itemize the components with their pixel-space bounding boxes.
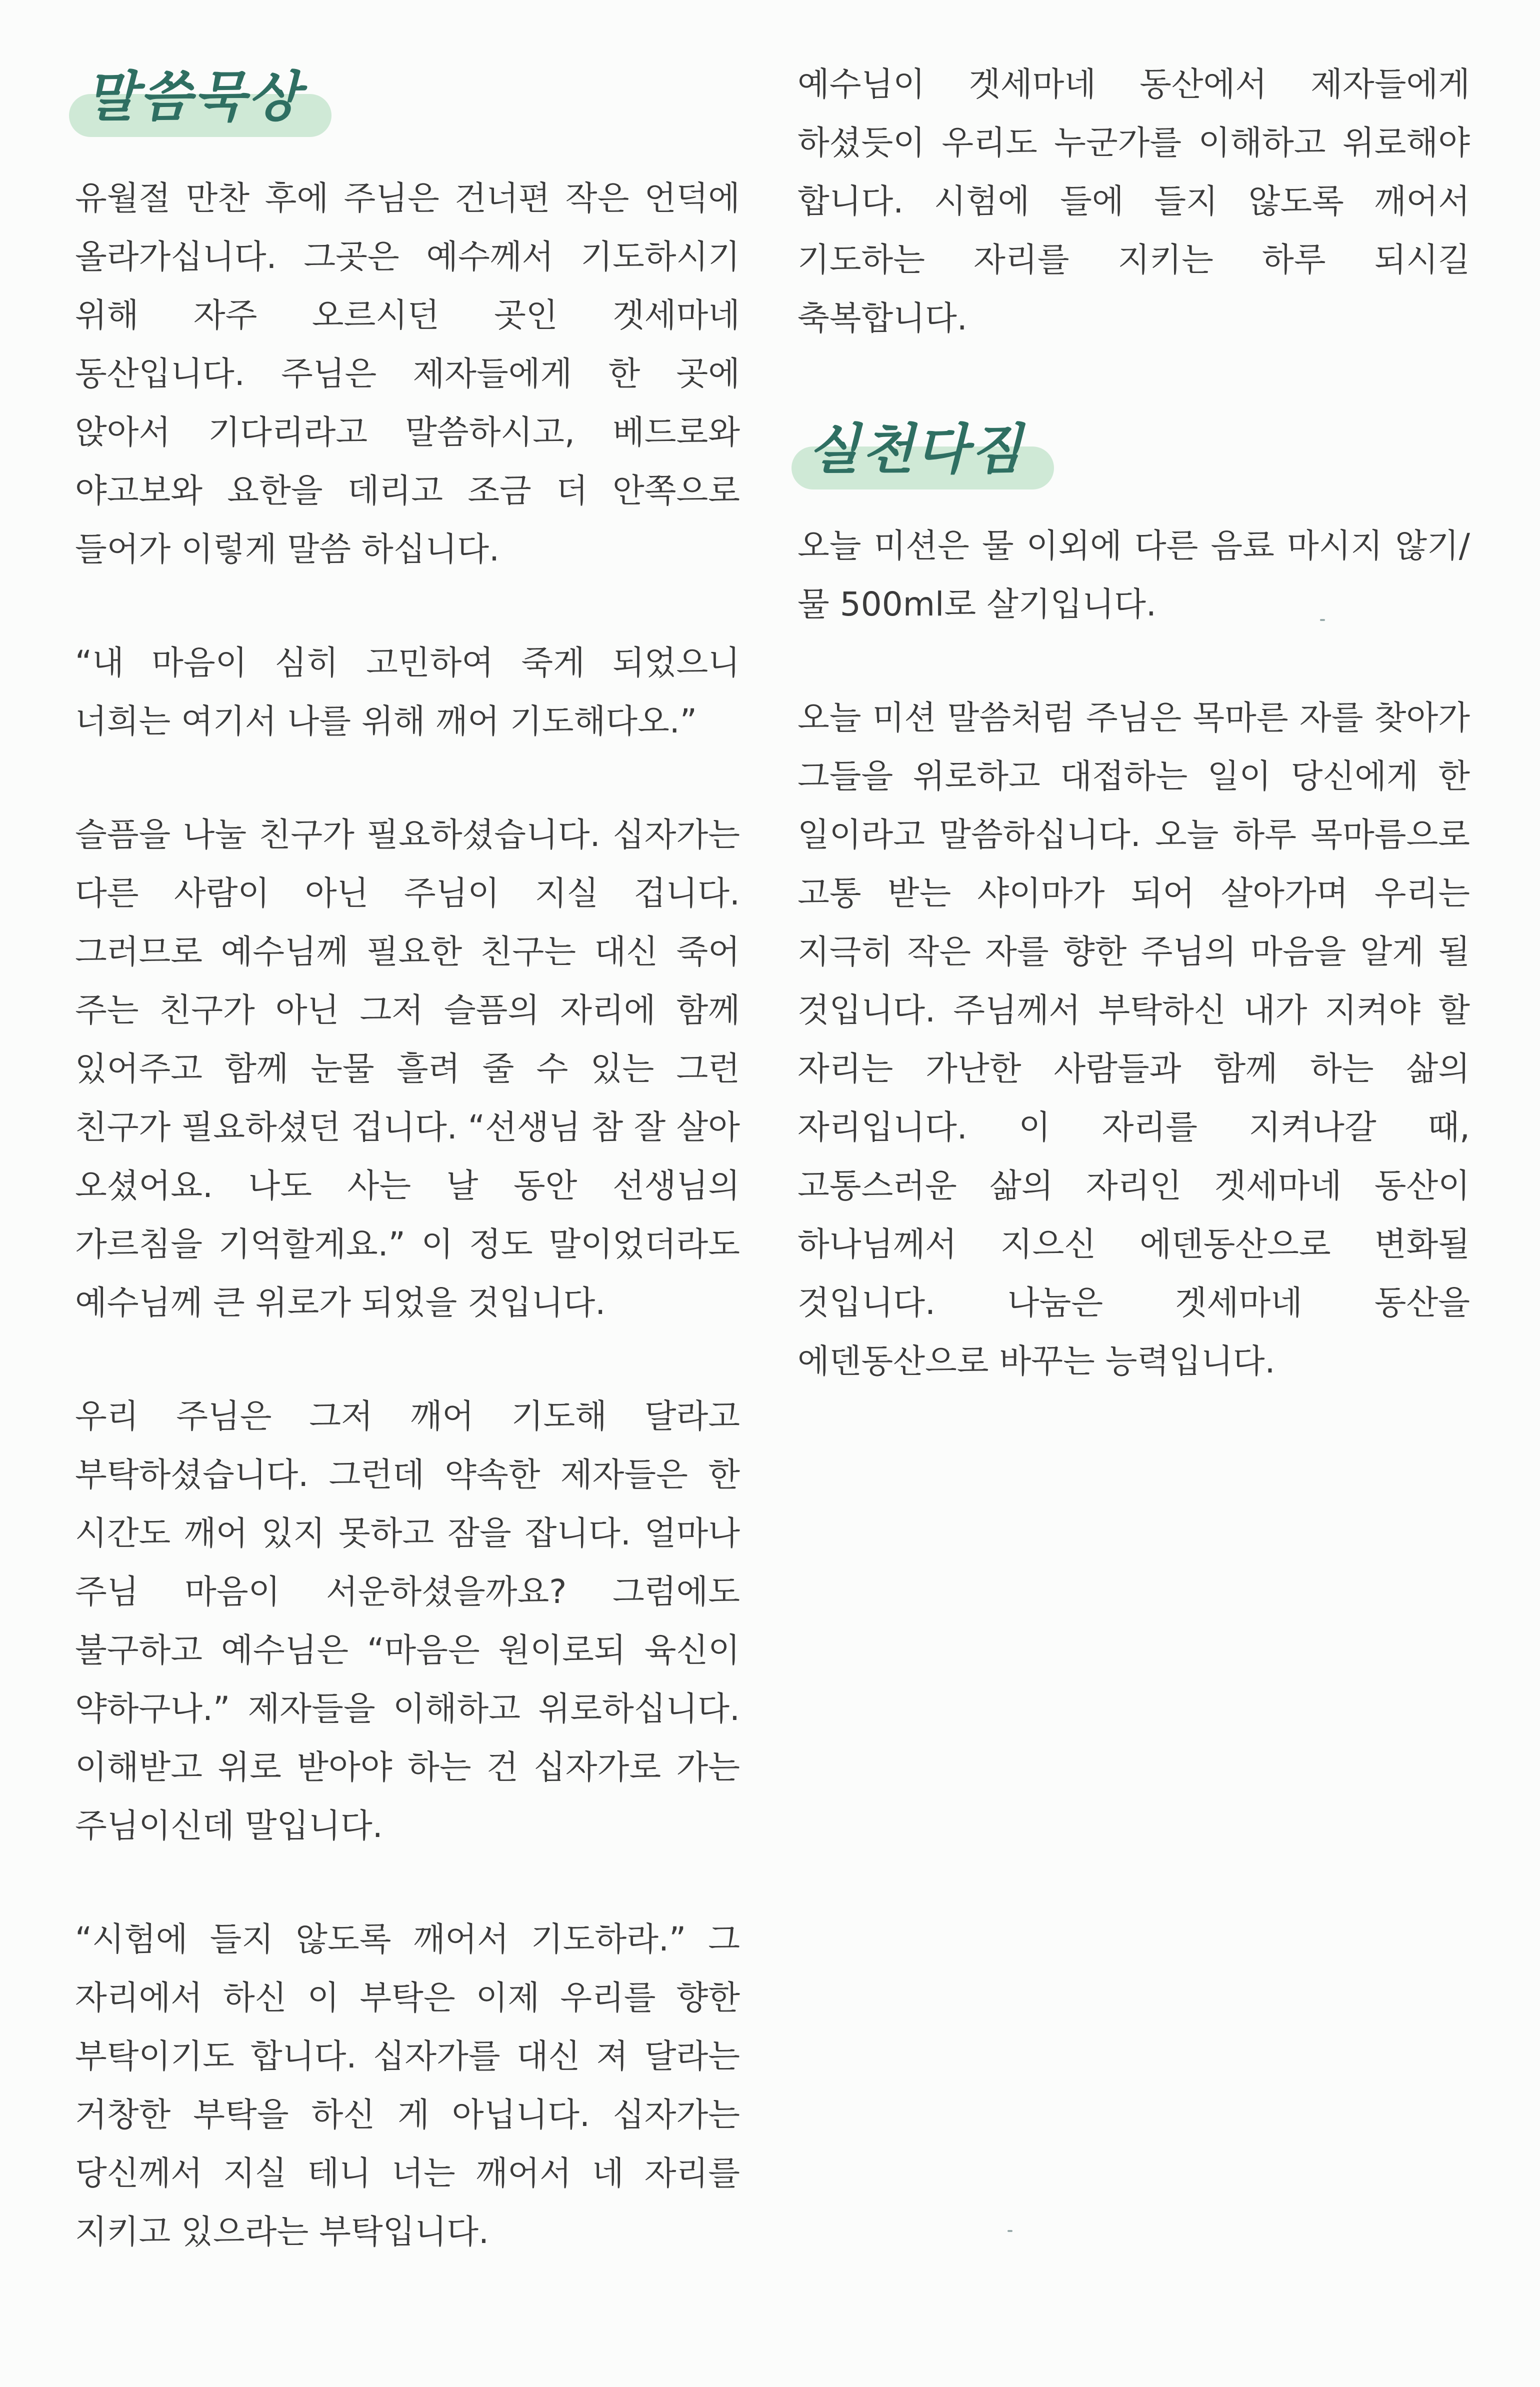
left-column — [75, 0, 740, 2261]
meditation-paragraph-1: 유월절 만찬 후에 주님은 건너편 작은 언덕에 올라가십니다. 그곳은 예수께서 기도하시기 위해 자주 오르시던 곳인 겟세마네 동산입니다. 주님은 제자들에게 한 곳에 앉아서 기다리라고 말씀하시고, 베드로와 야고보와 요한을 데리고 조금 더 안쪽으로 들어가 이렇게 말씀 하십니다. — [75, 179, 740, 568]
scan-mark — [1320, 619, 1325, 621]
meditation-heading — [75, 66, 312, 128]
scan-mark — [1008, 2230, 1012, 2232]
right-column — [798, 0, 1470, 1390]
intro-paragraph: 예수님이 겟세마네 동산에서 제자들에게 하셨듯이 우리도 누군가를 이해하고 위로해야 합니다. 시험에 들에 들지 않도록 깨어서 기도하는 자리를 지키는 하루 되시길 축복합니다. — [798, 65, 1470, 338]
practice-paragraph-2: 오늘 미션 말씀처럼 주님은 목마른 자를 찾아가 그들을 위로하고 대접하는 일이 당신에게 한 일이라고 말씀하십니다. 오늘 하루 목마름으로 고통 받는 샤이마가 되어 살아가며 우리는 지극히 작은 자를 향한 주님의 마음을 알게 될 것입니다. 주님께서 부탁하신 내가 지켜야 할 자리는 가난한 사람들과 함께 하는 삶의 자리입니다. 이 자리를 지켜나갈 때, 고통스러운 삶의 자리인 겟세마네 동산이 하나님께서 지으신 에덴동산으로 변화될 것입니다. 나눔은 겟세마네 동산을 에덴동산으로 바꾸는 능력입니다. — [798, 698, 1470, 1380]
meditation-heading-text: 말씀묵상 — [85, 66, 302, 128]
meditation-paragraph-5: “시험에 들지 않도록 깨어서 기도하라.” 그 자리에서 하신 이 부탁은 이제 우리를 향한 부탁이기도 합니다. 십자가를 대신 져 달라는 거창한 부탁을 하신 게 아닙니다. 십자가는 당신께서 지실 테니 너는 깨어서 네 자리를 지키고 있으라는 부탁입니다. — [75, 1920, 740, 2251]
meditation-paragraph-4: 우리 주님은 그저 깨어 기도해 달라고 부탁하셨습니다. 그런데 약속한 제자들은 한 시간도 깨어 있지 못하고 잠을 잡니다. 얼마나 주님 마음이 서운하셨을까요? 그럼에도 불구하고 예수님은 “마음은 원이로되 육신이 약하구나.” 제자들을 이해하고 위로하십니다. 이해받고 위로 받아야 하는 건 십자가로 가는 주님이신데 말입니다. — [75, 1397, 740, 1845]
practice-paragraph-1: 오늘 미션은 물 이외에 다른 음료 마시지 않기/물 500ml로 살기입니다. — [798, 526, 1470, 624]
practice-heading-text: 실천다짐 — [808, 418, 1024, 481]
meditation-paragraph-2: “내 마음이 심히 고민하여 죽게 되었으니 너희는 여기서 나를 위해 깨어 기도해다오.” — [75, 644, 740, 740]
practice-heading — [798, 418, 1034, 481]
meditation-paragraph-3: 슬픔을 나눌 친구가 필요하셨습니다. 십자가는 다른 사람이 아닌 주님이 지실 겁니다. 그러므로 예수님께 필요한 친구는 대신 죽어 주는 친구가 아닌 그저 슬픔의 자리에 함께 있어주고 함께 눈물 흘려 줄 수 있는 그런 친구가 필요하셨던 겁니다. “선생님 참 잘 살아 오셨어요. 나도 사는 날 동안 선생님의 가르침을 기억할게요.” 이 정도 말이었더라도 예수님께 큰 위로가 되었을 것입니다. — [75, 816, 740, 1322]
